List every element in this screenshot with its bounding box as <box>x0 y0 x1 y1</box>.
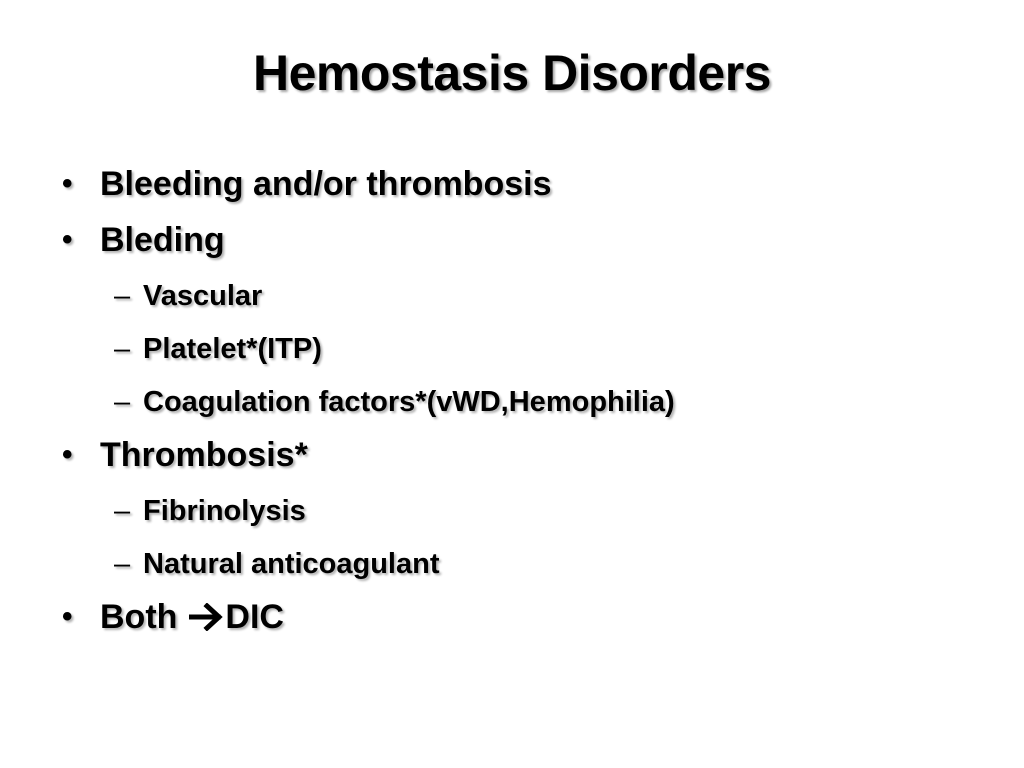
list-item-text: Bleeding and/or thrombosis <box>100 165 552 203</box>
list-item-text: Bleding <box>100 221 225 259</box>
sub-list-item-text: Platelet*(ITP) <box>143 333 322 365</box>
sub-list-item-text: Fibrinolysis <box>143 495 306 527</box>
slide-title: Hemostasis Disorders <box>252 45 771 101</box>
bullet-marker: • <box>62 438 73 471</box>
dash-marker: – <box>114 495 131 527</box>
slide-body <box>58 158 978 647</box>
sub-list-item-text: Vascular <box>143 280 263 312</box>
sub-list-item <box>58 485 978 538</box>
dash-marker: – <box>114 386 131 418</box>
list-item-text: DIC <box>225 598 284 636</box>
sub-list-item <box>58 538 978 591</box>
dash-marker: – <box>114 548 131 580</box>
sub-list-item <box>58 270 978 323</box>
dash-marker: – <box>114 280 131 312</box>
sub-list-item <box>58 323 978 376</box>
bullet-marker: • <box>62 167 73 200</box>
sub-list-item-text: Natural anticoagulant <box>143 548 440 580</box>
sub-list-item <box>58 376 978 429</box>
sub-list-item-text: Coagulation factors*(vWD,Hemophilia) <box>143 386 675 418</box>
list-item-text: Thrombosis* <box>100 436 308 474</box>
dash-marker: – <box>114 333 131 365</box>
right-arrow-icon <box>189 594 223 646</box>
list-item <box>58 214 978 270</box>
bullet-marker: • <box>62 600 73 633</box>
list-item <box>58 429 978 485</box>
list-item <box>58 591 978 647</box>
bullet-marker: • <box>62 223 73 256</box>
list-item <box>58 158 978 214</box>
list-item-text: Both <box>100 598 178 636</box>
